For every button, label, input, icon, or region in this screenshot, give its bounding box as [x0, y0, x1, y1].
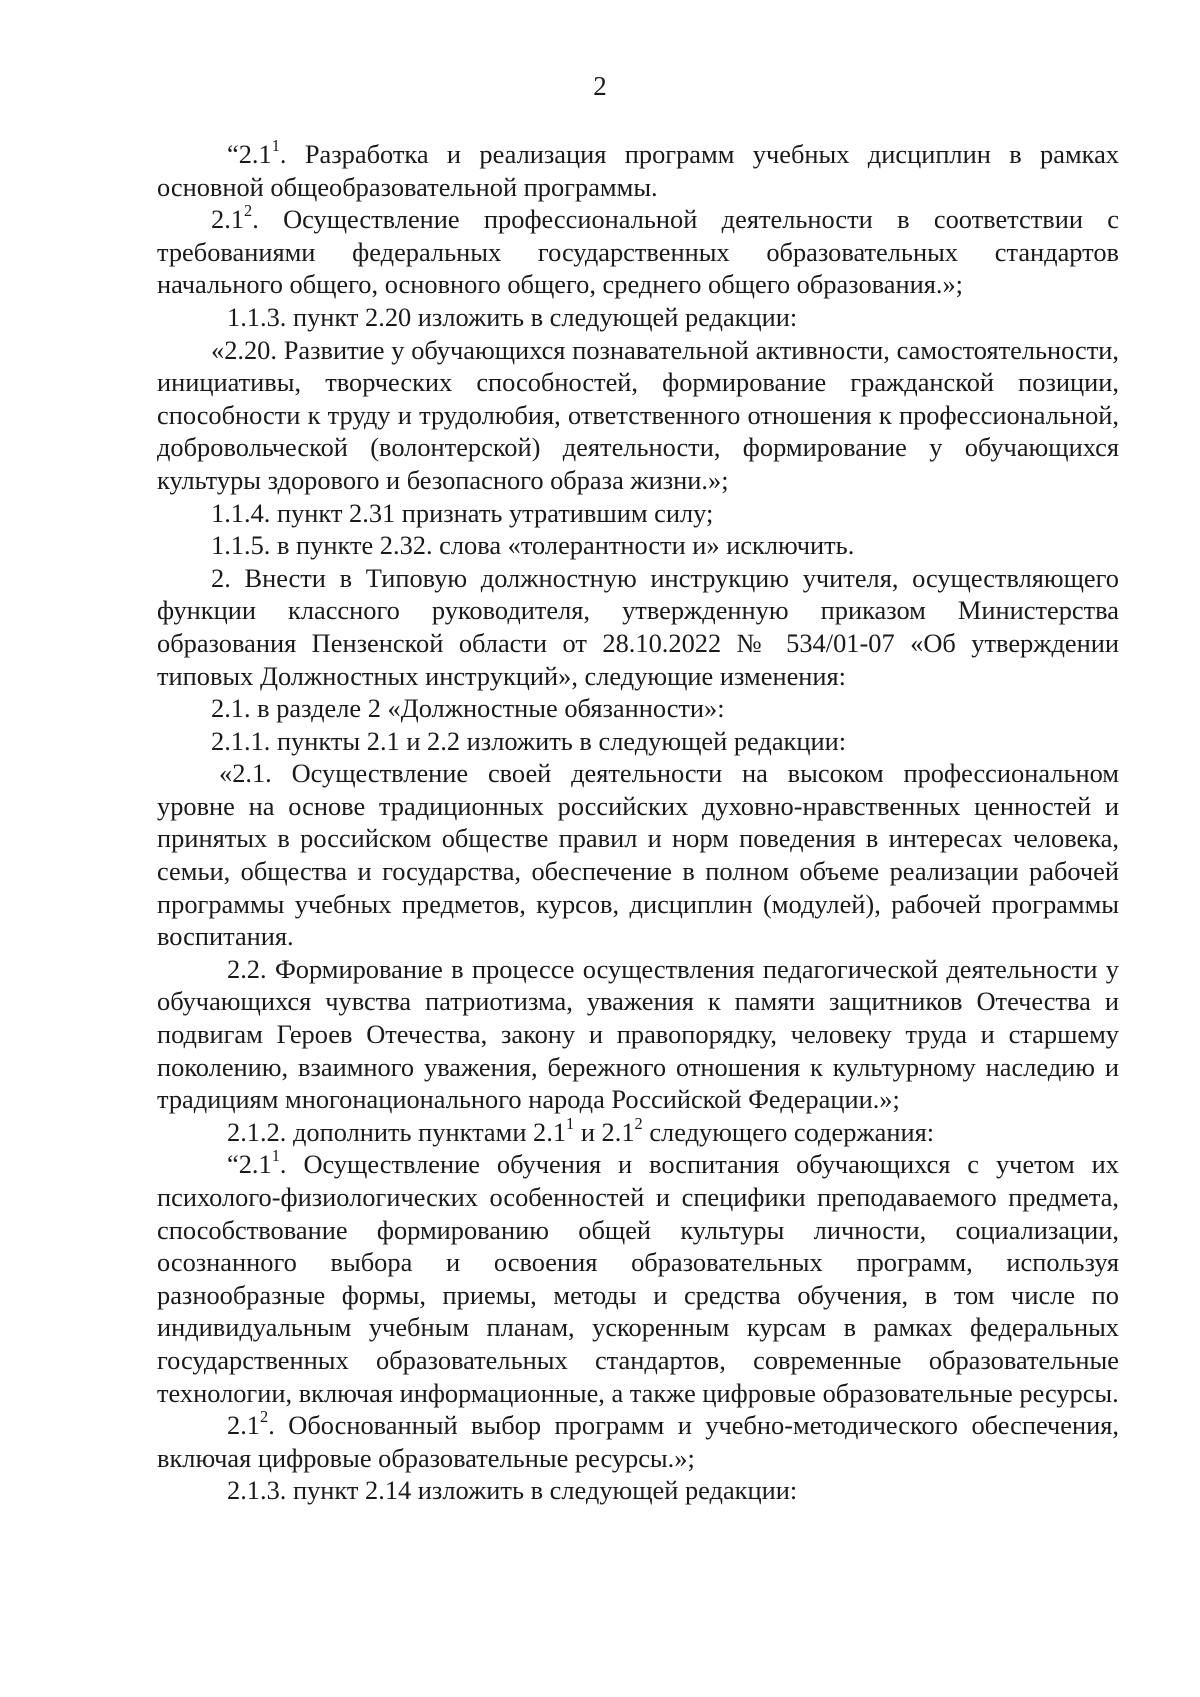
- paragraph-2-1-activity: «2.1. Осуществление своей деятельности на высоком профессиональном уровне на основе традиционных российских духовно-нравственных ценностей и принятых в российском обществе правил и норм поведения в интересах человека, семьи, общества и государства, обеспечение в полном объеме реализации рабочей программы учебных предметов, курсов, дисциплин (модулей), рабочей программы воспитания.: [157, 758, 1119, 952]
- paragraph-2-amend-instruction: 2. Внести в Типовую должностную инструкцию учителя, осуществляющего функции классного руководителя, утвержденную приказом Министерства образования Пензенской области от 28.10.2022 № 534/01-07 «Об утверждении типовых Должностных инструкций», следующие изменения:: [157, 562, 1119, 691]
- paragraph-2-20-development: «2.20. Развитие у обучающихся познавательной активности, самостоятельности, инициативы, творческих способностей, формирование гражданской позиции, способности к труду и трудолюбия, ответственного отношения к профессиональной, добровольческой (волонтерской) деятельности, формирование у обучающихся культуры здорового и безопасного образа жизни.»;: [157, 334, 1119, 495]
- paragraph-2-1-section: 2.1. в разделе 2 «Должностные обязанности»:: [211, 693, 725, 724]
- paragraph-2-1-2-professional-activity: $2.1^2$. Осуществление профессиональной деятельности в соответствии с требованиями федеральных государственных образовательных стандартов начального общего, основного общего, среднего общего образования.»;: [157, 200, 1119, 300]
- page-number: 2: [593, 71, 607, 101]
- paragraph-2-1-2-supplement: 2.1.2. дополнить пунктами $2.1^1$ и $2.1^2$ следующего содержания:: [227, 1113, 935, 1147]
- document-body: [157, 135, 1119, 1507]
- paragraph-1-1-4: 1.1.4. пункт 2.31 признать утратившим силу;: [211, 497, 714, 528]
- paragraph-2-2-formation: 2.2. Формирование в процессе осуществления педагогической деятельности у обучающихся чувства патриотизма, уважения к памяти защитников Отечества и подвигам Героев Отечества, закону и правопорядку, человеку труда и старшему поколению, взаимного уважения, бережного отношения к культурному наследию и традициям многонационального народа Российской Федерации.»;: [157, 953, 1119, 1115]
- paragraph-2-1-3: 2.1.3. пункт 2.14 изложить в следующей редакции:: [227, 1475, 798, 1506]
- paragraph-1-1-3: 1.1.3. пункт 2.20 изложить в следующей редакции:: [227, 301, 798, 332]
- paragraph-2-1-1-items: 2.1.1. пункты 2.1 и 2.2 изложить в следующей редакции:: [211, 725, 847, 756]
- paragraph-2-1-1-programs: “$2.1^1$. Разработка и реализация программ учебных дисциплин в рамках основной общеобразовательной программы.: [157, 135, 1119, 202]
- paragraph-2-1-2-program-choice: $2.1^2$. Обоснованный выбор программ и учебно-методического обеспечения, включая цифровые образовательные ресурсы.»;: [157, 1406, 1119, 1473]
- paragraph-1-1-5: 1.1.5. в пункте 2.32. слова «толерантности и» исключить.: [211, 530, 855, 561]
- paragraph-2-1-1-teaching: “$2.1^1$. Осуществление обучения и воспитания обучающихся с учетом их психолого-физиологических особенностей и специфики преподаваемого предмета, способствование формированию общей культуры личности, социализации, осознанного выбора и освоения образовательных программ, используя разнообразные формы, приемы, методы и средства обучения, в том числе по индивидуальным учебным планам, ускоренным курсам в рамках федеральных государственных образовательных стандартов, современные образовательные технологии, включая информационные, а также цифровые образовательные ресурсы.: [157, 1146, 1119, 1408]
